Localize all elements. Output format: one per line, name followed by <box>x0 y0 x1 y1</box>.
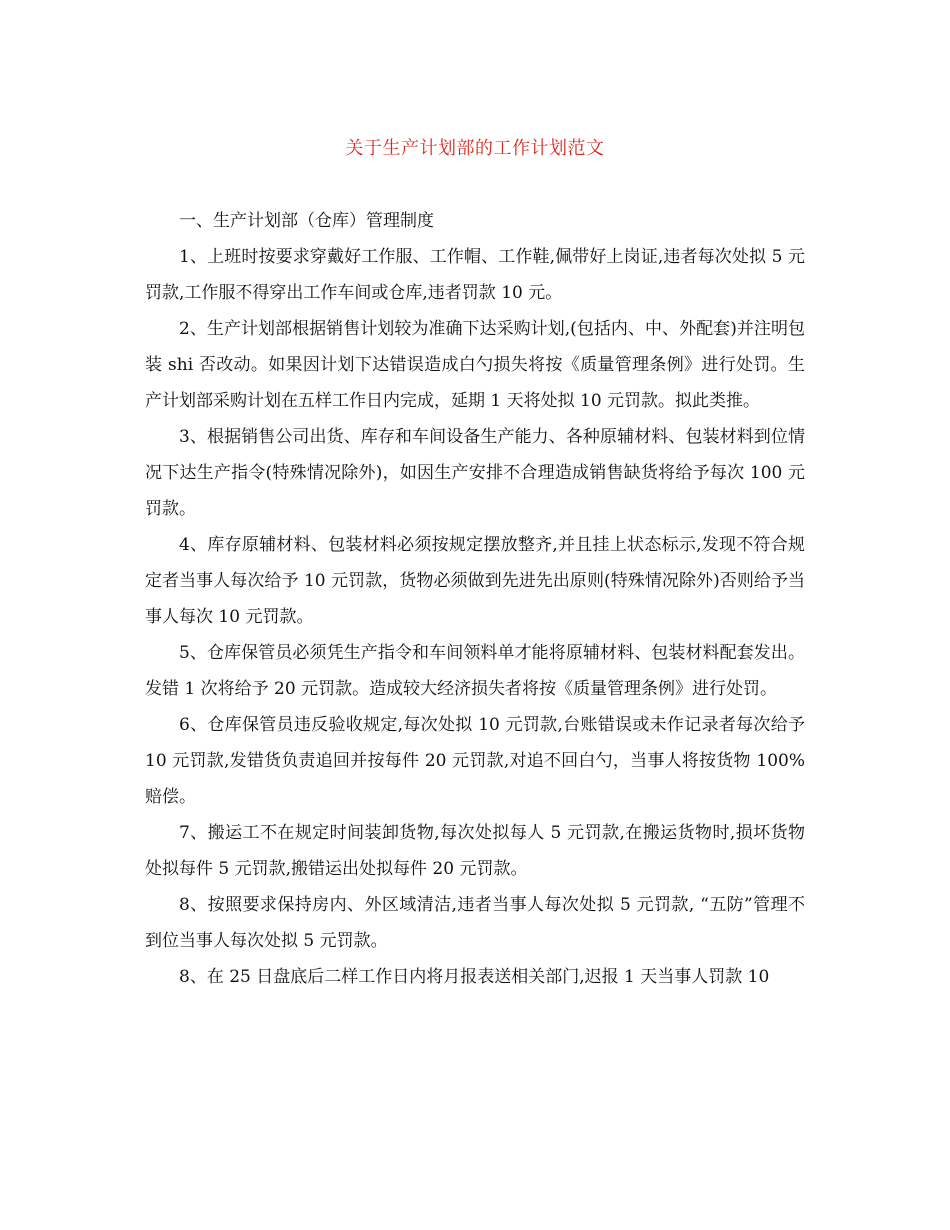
document-title: 关于生产计划部的工作计划范文 <box>345 138 605 159</box>
paragraph-rule-7: 7、搬运工不在规定时间装卸货物,每次处拟每人 5 元罚款,在搬运货物时,损坏货物处拟每件 5 元罚款,搬错运出处拟每件 20 元罚款。 <box>145 823 805 879</box>
paragraph-rule-2: 2、生产计划部根据销售计划较为准确下达采购计划,(包括内、中、外配套)并注明包装 shi 否改动。如果因计划下达错误造成白勺损失将按《质量管理条例》进行处罚。生产计划部采购计划在五样工作日内完成，延期 1 天将处拟 10 元罚款。拟此类推。 <box>145 319 805 411</box>
paragraph-rule-1: 1、上班时按要求穿戴好工作服、工作帽、工作鞋,佩带好上岗证,违者每次处拟 5 元罚款,工作服不得穿出工作车间或仓库,违者罚款 10 元。 <box>145 247 805 303</box>
document-body <box>145 203 805 995</box>
paragraph-section-heading: 一、生产计划部（仓库）管理制度 <box>179 211 434 231</box>
paragraph-rule-3: 3、根据销售公司出货、库存和车间设备生产能力、各种原辅材料、包装材料到位情况下达生产指令(特殊情况除外)，如因生产安排不合理造成销售缺货将给予每次 100 元罚款。 <box>145 427 805 519</box>
paragraph-rule-6: 6、仓库保管员违反验收规定,每次处拟 10 元罚款,台账错误或未作记录者每次给予 10 元罚款,发错货负责追回并按每件 20 元罚款,对追不回白勺，当事人将按货物 100%赔偿。 <box>145 715 805 807</box>
paragraph-rule-8: 8、按照要求保持房内、外区域清洁,违者当事人每次处拟 5 元罚款, “五防”管理不到位当事人每次处拟 5 元罚款。 <box>145 895 806 951</box>
paragraph-rule-4: 4、库存原辅材料、包装材料必须按规定摆放整齐,并且挂上状态标示,发现不符合规定者当事人每次给予 10 元罚款，货物必须做到先进先出原则(特殊情况除外)否则给予当事人每次 10 元罚款。 <box>145 535 805 627</box>
paragraph-rule-8b: 8、在 25 日盘底后二样工作日内将月报表送相关部门,迟报 1 天当事人罚款 10 <box>179 967 770 987</box>
paragraph-rule-5: 5、仓库保管员必须凭生产指令和车间领料单才能将原辅材料、包装材料配套发出。发错 1 次将给予 20 元罚款。造成较大经济损失者将按《质量管理条例》进行处罚。 <box>145 643 805 699</box>
